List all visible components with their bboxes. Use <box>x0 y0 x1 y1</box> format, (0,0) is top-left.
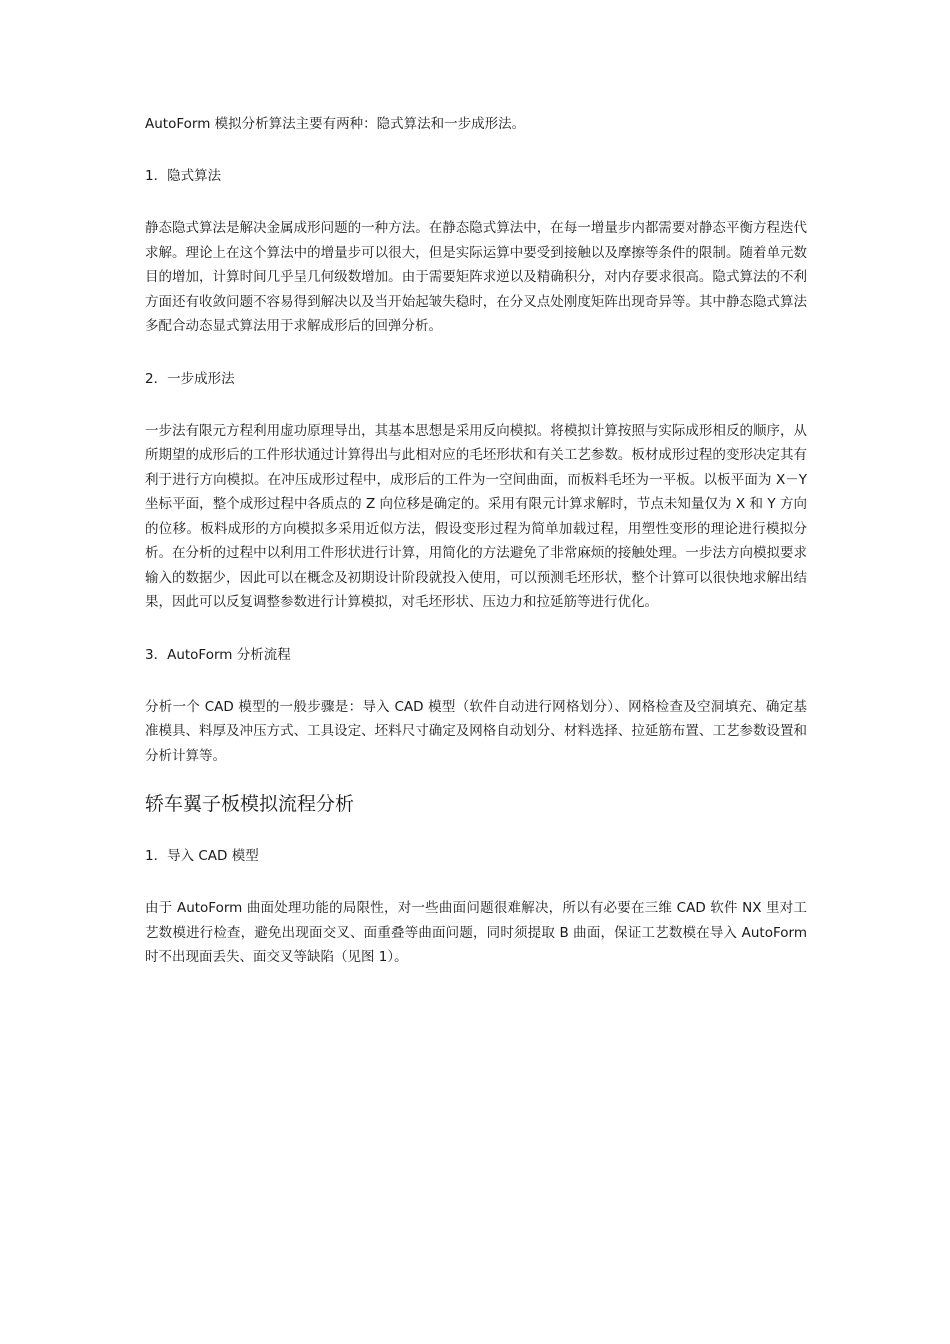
step-heading-import-cad: 1．导入 CAD 模型 <box>145 848 259 864</box>
document-page <box>145 112 807 998</box>
intro-paragraph: AutoForm 模拟分析算法主要有两种：隐式算法和一步成形法。 <box>145 116 526 132</box>
section-body-implicit: 静态隐式算法是解决金属成形问题的一种方法。在静态隐式算法中，在每一增量步内都需要对静态平衡方程迭代求解。理论上在这个算法中的增量步可以很大，但是实际运算中要受到接触以及摩擦等条件的限制。随着单元数目的增加，计算时间几乎呈几何级数增加。由于需要矩阵求逆以及精确积分，对内存要求很高。隐式算法的不利方面还有收敛问题不容易得到解决以及当开始起皱失稳时，在分叉点处刚度矩阵出现奇异等。其中静态隐式算法多配合动态显式算法用于求解成形后的回弹分析。 <box>145 220 807 334</box>
section-heading-autoform-flow: 3．AutoForm 分析流程 <box>145 646 291 663</box>
section-heading-one-step: 2．一步成形法 <box>145 370 235 387</box>
main-heading: 轿车翼子板模拟流程分析 <box>145 793 355 815</box>
section-body-one-step: 一步法有限元方程利用虚功原理导出，其基本思想是采用反向模拟。将模拟计算按照与实际成形相反的顺序，从所期望的成形后的工件形状通过计算得出与此相对应的毛坯形状和有关工艺参数。板材成形过程的变形决定其有利于进行方向模拟。在冲压成形过程中，成形后的工件为一空间曲面，而板料毛坯为一平板。以板平面为 X－Y 坐标平面，整个成形过程中各质点的 Z 向位移是确定的。采用有限元计算求解时，节点未知量仅为 X 和 Y 方向的位移。板料成形的方向模拟多采用近似方法，假设变形过程为简单加载过程，用塑性变形的理论进行模拟分析。在分析的过程中以利用工件形状进行计算，用简化的方法避免了非常麻烦的接触处理。一步法方向模拟要求输入的数据少，因此可以在概念及初期设计阶段就投入使用，可以预测毛坯形状，整个计算可以很快地求解出结果，因此可以反复调整参数进行计算模拟，对毛坯形状、压边力和拉延筋等进行优化。 <box>145 422 807 610</box>
section-heading-implicit: 1．隐式算法 <box>145 168 222 184</box>
step-body-import-cad: 由于 AutoForm 曲面处理功能的局限性，对一些曲面问题很难解决，所以有必要在三维 CAD 软件 NX 里对工艺数模进行检查，避免出现面交叉、面重叠等曲面问题，同时须提取 B 曲面，保证工艺数模在导入 AutoForm 时不出现面丢失、面交叉等缺陷（见图 1）。 <box>145 900 807 965</box>
section-body-autoform-flow: 分析一个 CAD 模型的一般步骤是：导入 CAD 模型（软件自动进行网格划分）、网格检查及空洞填充、确定基准模具、料厚及冲压方式、工具设定、坯料尺寸确定及网格自动划分、材料选择、拉延筋布置、工艺参数设置和分析计算等。 <box>145 698 807 764</box>
